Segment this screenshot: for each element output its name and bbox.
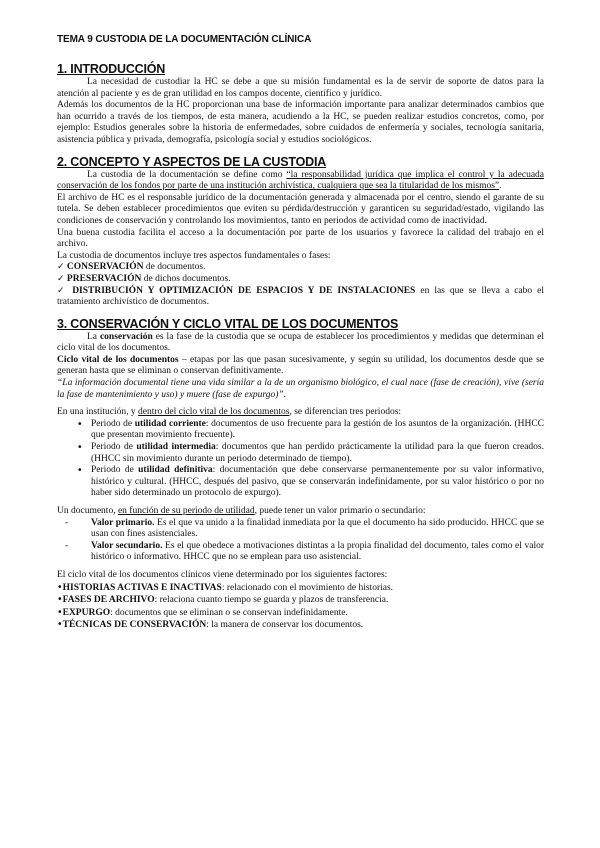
value-text: Es el que obedece a motivaciones distintas a la propia finalidad del documento, tales como el valor histórico o informativo. HHCC que no se emplean para uso asistencial.	[91, 540, 544, 563]
periods-intro	[57, 407, 544, 419]
factor-item	[57, 594, 544, 607]
check-icon: ✓	[57, 285, 68, 296]
period-text: : documentos de uso frecuente para la gestión de los asuntos de la organización. (HHCC que presentan movimiento frecuente).	[91, 418, 545, 441]
period-pre: Periodo de	[91, 442, 137, 453]
list-item	[91, 419, 544, 442]
value-text: Es el que va unido a la finalidad inmediata por la que el documento ha sido producido. HHCC que se usan con fines asistenciales.	[91, 517, 544, 540]
aspect-item-preservacion	[57, 274, 544, 286]
list-item	[91, 518, 544, 541]
values-list	[57, 518, 544, 564]
period-pre: Periodo de	[91, 418, 135, 429]
factor-label: HISTORIAS ACTIVAS E INACTIVAS	[62, 582, 222, 593]
value-label: Valor primario.	[91, 517, 155, 528]
conservation-text: La	[87, 331, 100, 342]
factor-text: : la manera de conservar los documentos.	[206, 620, 364, 631]
conservation-term: conservación	[99, 331, 153, 342]
values-intro-rest: , puede tener un valor primario o secundario:	[254, 506, 426, 516]
lifecycle-quote: “La información documental tiene una vida similar a la de un organismo biológico, el cual nace (fase de creación), vive (sería la fase de mantenimiento y uso) y muere (fase de expurgo)”.	[57, 378, 544, 400]
list-item	[91, 541, 544, 564]
factor-text: : documentos que se eliminan o se conservan indefinidamente.	[110, 607, 348, 618]
period-label: utilidad definitiva	[138, 465, 213, 476]
concept-text: La custodia de la documentación se define como	[87, 169, 287, 180]
values-intro-underlined: en función de su periodo de utilidad	[117, 506, 255, 516]
aspect-text: de documentos.	[143, 262, 206, 273]
concept-paragraph-2: El archivo de HC es el responsable jurídico de la documentación generada y almacenada por el centro, siendo el garante de su tutela. Se deben establecer procedimientos que eviten su pérdida/destrucción y garanticen su seguridad/estado, vigilando las condiciones de conservación y controlando los movimientos, tanto en periodos de actividad como de inactividad.	[57, 192, 544, 226]
period-text: : documentación que debe conservarse permanentemente por su valor informativo, histórico y cultural. (HHCC, después del pasivo, que se conservarán indefinidamente, por su valor histórico o por no haber sido determinado un protocolo de expurgo).	[91, 465, 544, 499]
aspect-item-conservacion	[57, 262, 544, 274]
factor-text: : relaciona cuanto tiempo se guarda y plazos de transferencia.	[154, 595, 389, 606]
section-heading-1: 1. INTRODUCCIÓN	[57, 62, 166, 76]
period-pre: Periodo de	[91, 465, 139, 476]
section-conservacion	[57, 317, 544, 632]
factor-item	[57, 607, 544, 620]
aspect-label: CONSERVACIÓN	[66, 262, 144, 273]
factor-item	[57, 582, 544, 595]
list-item	[91, 442, 544, 465]
factors-intro: El ciclo vital de los documentos clínicos viene determinado por los siguientes factores:	[57, 569, 388, 580]
document-title: TEMA 9 CUSTODIA DE LA DOCUMENTACIÓN CLÍNICA	[57, 34, 312, 45]
periods-intro-rest: , se diferencian tres periodos:	[289, 407, 402, 418]
periods-intro-text: En una institución, y	[57, 407, 139, 418]
aspect-item-distribucion	[57, 286, 544, 309]
factor-item	[57, 619, 544, 632]
aspect-label: DISTRIBUCIÓN Y OPTIMIZACIÓN DE ESPACIOS Y DE INSTALACIONES	[72, 285, 416, 296]
list-item	[91, 465, 544, 500]
periods-list	[57, 419, 544, 500]
conservation-text-rest: es la fase de la custodia que se ocupa de establecer los procedimientos y medidas que determinan el ciclo vital de los documentos.	[57, 331, 544, 354]
concept-paragraph-3: Una buena custodia facilita el acceso a la documentación por parte de los usuarios y favorece la calidad del trabajo en el archivo.	[57, 227, 544, 250]
check-icon: ✓	[57, 262, 65, 273]
value-label: Valor secundario.	[91, 540, 163, 551]
custody-definition-quote: “la responsabilidad jurídica que implica el control y la adecuada conservación de los fondos por parte de una institución archivística, cualquiera que sea la titularidad de los mismos”	[57, 169, 544, 192]
conservation-paragraph-1	[57, 332, 544, 355]
factor-text: : relacionado con el movimiento de historias.	[221, 582, 394, 593]
aspect-text: de dichos documentos.	[141, 273, 231, 284]
period-label: utilidad intermedia	[136, 442, 216, 453]
concept-paragraph-1	[57, 170, 544, 193]
aspect-text: en las que se lleva a cabo el tratamiento archivístico de documentos.	[57, 285, 545, 308]
intro-paragraph-1: La necesidad de custodiar la HC se debe a que su misión fundamental es la de servir de soporte de datos para la atención al paciente y es de gran utilidad en los campos docente, científico y jurídico.	[57, 77, 544, 99]
factor-label: EXPURGO	[62, 607, 111, 618]
aspect-label: PRESERVACIÓN	[66, 273, 142, 284]
period-label: utilidad corriente	[134, 418, 206, 429]
values-intro-text: Un documento,	[57, 506, 118, 516]
section-concepto	[57, 155, 544, 309]
section-heading-3: 3. CONSERVACIÓN Y CICLO VITAL DE LOS DOCUMENTOS	[57, 316, 399, 331]
document-content	[57, 34, 544, 640]
lifecycle-text: – etapas por las que pasan sucesivamente, y según su utilidad, los documentos desde que se generan hasta que se eliminan o conservan definitivamente.	[57, 354, 544, 377]
concept-end: .	[499, 181, 502, 192]
section-heading-2: 2. CONCEPTO Y ASPECTOS DE LA CUSTODIA	[57, 154, 327, 169]
concept-paragraph-4: La custodia de documentos incluye tres aspectos fundamentales o fases:	[57, 250, 331, 261]
values-intro	[57, 506, 544, 518]
section-introduccion	[57, 62, 544, 147]
periods-intro-underlined: dentro del ciclo vital de los documentos	[138, 407, 290, 418]
intro-paragraph-2: Además los documentos de la HC proporcionan una base de información importante para analizar determinados cambios que han ocurrido a través de los tiempos, de esta manera, acudiendo a la HC, se pueden realizar estudios concretos, como, por ejemplo: Estudios generales sobre la historia de enfermedades, sobre cuidados de enfermería y sociales, tecnología sanitaria, asistencia pública y privada, demografía, psicología social y estudios sociológicos.	[57, 100, 544, 145]
factor-label: TÉCNICAS DE CONSERVACIÓN	[62, 620, 207, 631]
check-icon: ✓	[57, 273, 65, 284]
lifecycle-definition	[57, 355, 544, 378]
lifecycle-term: Ciclo vital de los documentos	[57, 354, 179, 365]
period-text: : documentos que han perdido prácticamente la utilidad para la que fueron creados. (HHCC sin movimiento durante un periodo determinado de tiempo).	[91, 442, 544, 464]
factor-label: FASES DE ARCHIVO	[62, 595, 155, 606]
